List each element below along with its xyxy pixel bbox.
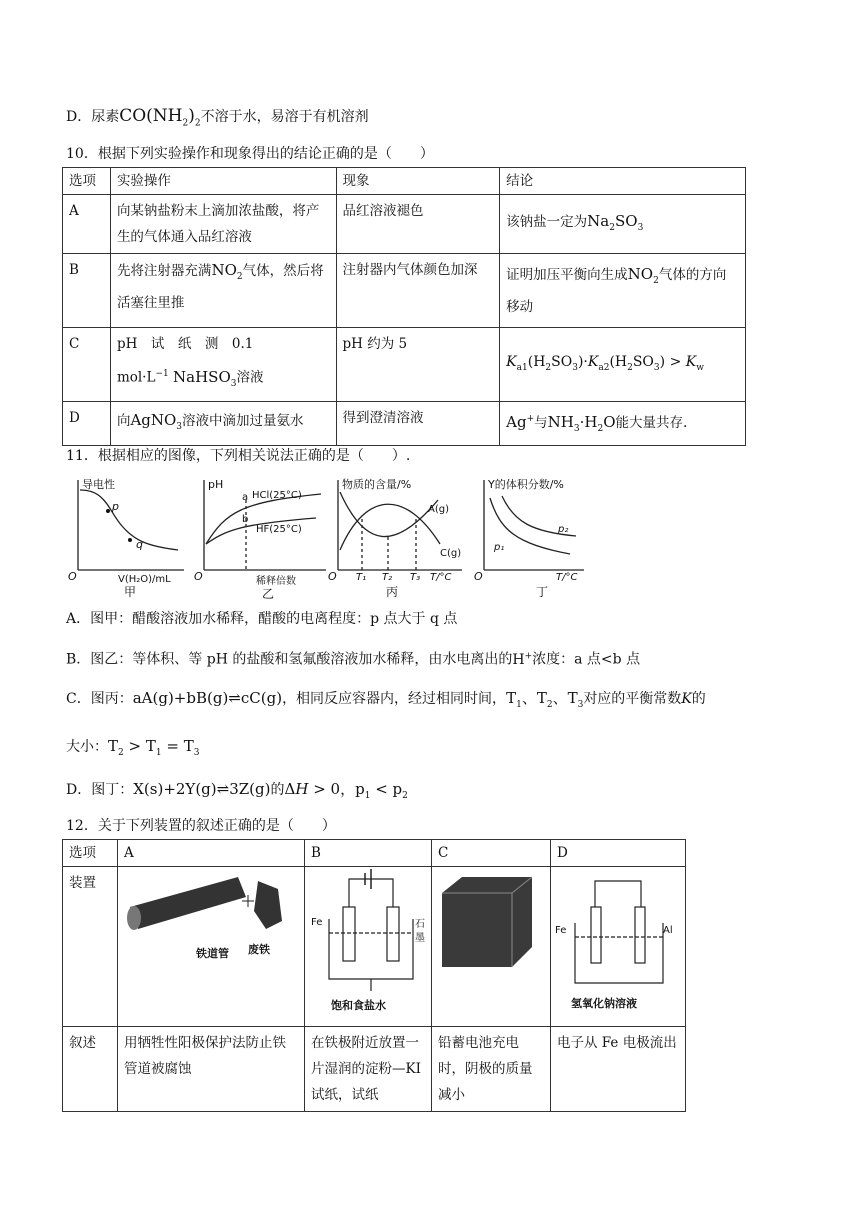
ding-origin: O	[474, 570, 483, 583]
jia-point-q: q	[136, 538, 143, 551]
q12-table	[62, 839, 686, 1112]
al-label-d: Al	[663, 925, 673, 936]
ding-caption: 丁	[536, 585, 549, 599]
header-cell: B	[305, 840, 432, 867]
yi-ylabel: pH	[208, 478, 224, 491]
axis-jia	[78, 480, 184, 570]
conclusion-cell: 该钠盐一定为$Na_2SO_3$	[500, 195, 746, 254]
header-cell: C	[432, 840, 551, 867]
fe-label: Fe	[311, 917, 323, 928]
phenomenon-cell: pH 约为 5	[336, 328, 500, 402]
header-cell: 实验操作	[110, 168, 336, 195]
ding-p1: p₁	[494, 542, 505, 553]
yi-a: a	[242, 492, 249, 503]
pipe-label: 铁道管	[196, 947, 229, 960]
q10-table	[62, 167, 746, 446]
yi-hcl: HCl(25°C)	[252, 490, 302, 501]
yi-hf: HF(25°C)	[256, 524, 302, 535]
jia-origin: O	[68, 570, 77, 583]
phenomenon-cell: 注射器内气体颜色加深	[336, 254, 500, 328]
q11-option-c-line2: 大小：$T_2 > T_1 = T_3$	[66, 737, 200, 758]
header-cell: 现象	[336, 168, 500, 195]
device-d	[551, 867, 686, 1027]
option-cell: A	[63, 195, 111, 254]
conclusion-cell: Ag+与$NH_3\cdot H_2O$能大量共存.	[500, 402, 746, 446]
header-cell: 结论	[500, 168, 746, 195]
phenomenon-cell: 品红溶液褪色	[336, 195, 500, 254]
option-cell: C	[63, 328, 111, 402]
jia-ylabel: 导电性	[82, 478, 115, 491]
desc-cell: 在铁极附近放置一片湿润的淀粉—KI 试纸，试纸	[305, 1027, 432, 1112]
bing-t2: T₂	[382, 572, 393, 583]
q11-option-c: C．图丙：aA(g)+bB(g)⇌cC(g)，相同反应容器内，经过相同时间，$T_1$、$T_2$、$T_3$对应的平衡常数K的	[66, 689, 706, 710]
curve-ag	[340, 492, 438, 537]
curve-cg	[340, 504, 440, 550]
desc-row	[63, 1027, 686, 1112]
phenomenon-cell: 得到澄清溶液	[336, 402, 500, 446]
graphite-label-2: 墨	[415, 933, 425, 944]
table-row	[63, 328, 746, 402]
operation-cell: pH 试 纸 测 0.1 $mol\cdot L^{-1}$ NaHSO$_3$溶液	[110, 328, 336, 402]
table-header-row	[63, 168, 746, 195]
q10-title: 10．根据下列实验操作和现象得出的结论正确的是（ ）	[66, 146, 434, 162]
header-cell: A	[118, 840, 305, 867]
desc-cell: 铅蓄电池充电时，阴极的质量减小	[432, 1027, 551, 1112]
table-row	[63, 254, 746, 328]
q11-title: 11．根据相应的图像，下列相关说法正确的是（ ）.	[66, 448, 411, 464]
jia-xlabel: V(H₂O)/mL	[118, 574, 171, 585]
device-b	[305, 867, 432, 1027]
ding-ylabel: Y的体积分数/%	[488, 478, 564, 491]
operation-cell: 向某钠盐粉末上滴加浓盐酸，将产生的气体通入品红溶液	[110, 195, 336, 254]
table-row	[63, 402, 746, 446]
axis-ding	[484, 480, 584, 570]
q11-graphs	[66, 470, 596, 600]
bing-ylabel: 物质的含量/%	[342, 478, 412, 491]
bing-t1: T₁	[356, 572, 367, 583]
q11-option-b: B．图乙：等体积、等 pH 的盐酸和氢氟酸溶液加水稀释，由水电离出的H+浓度：a 点<b 点	[66, 651, 641, 668]
jia-point-p: p	[112, 500, 119, 513]
table-row	[63, 195, 746, 254]
header-cell: 选项	[63, 840, 118, 867]
scrap-iron-shape	[254, 881, 282, 929]
solution-label-b: 饱和食盐水	[331, 999, 386, 1012]
q11-option-d: D．图丁：X(s)+2Y(g)⇌3Z(g)的ΔH > 0，$p_1 < p_2$	[66, 780, 408, 801]
bing-caption: 丙	[386, 585, 399, 599]
q12-title: 12．关于下列装置的叙述正确的是（ ）	[66, 818, 336, 834]
device-c	[432, 867, 551, 1027]
header-cell: D	[551, 840, 686, 867]
header-cell: 选项	[63, 168, 111, 195]
row-label: 装置	[63, 867, 118, 1027]
table-header-row	[63, 840, 686, 867]
desc-cell: 用牺牲性阳极保护法防止铁管道被腐蚀	[118, 1027, 305, 1112]
q11-option-a: A．图甲：醋酸溶液加水稀释，醋酸的电离程度：p 点大于 q 点	[66, 611, 458, 627]
conclusion-cell: 证明加压平衡向生成$NO_2$气体的方向移动	[500, 254, 746, 328]
scrap-label: 废铁	[248, 943, 270, 956]
device-a	[118, 867, 305, 1027]
operation-cell: 向AgNO$_3$溶液中滴加过量氨水	[110, 402, 336, 446]
operation-cell: 先将注射器充满$NO_2$气体，然后将活塞往里推	[110, 254, 336, 328]
yi-origin: O	[194, 570, 203, 583]
bing-xlabel: T/°C	[430, 572, 452, 583]
desc-cell: 电子从 Fe 电极流出	[551, 1027, 686, 1112]
row-label: 叙述	[63, 1027, 118, 1112]
yi-b: b	[242, 514, 249, 525]
bing-t3: T₃	[410, 572, 421, 583]
option-cell: D	[63, 402, 111, 446]
yi-caption: 乙	[262, 587, 275, 600]
graphite-label-1: 石	[415, 919, 425, 930]
bing-cg: C(g)	[440, 548, 462, 559]
q9-option-d: D．尿素$CO(NH_2)_2$不溶于水，易溶于有机溶剂	[66, 106, 369, 129]
bing-origin: O	[328, 570, 337, 583]
pipe-shape	[130, 877, 246, 929]
bing-ag: A(g)	[428, 504, 449, 515]
fe-label-d: Fe	[555, 925, 567, 936]
option-cell: B	[63, 254, 111, 328]
device-row	[63, 867, 686, 1027]
jia-caption: 甲	[124, 585, 137, 599]
conclusion-cell: $K_{a1}(H_2SO_3)\cdot K_{a2}(H_2SO_3) > K_w$	[500, 328, 746, 402]
yi-xlabel: 稀释倍数	[256, 576, 296, 587]
ding-p2: p₂	[558, 524, 569, 535]
battery-block	[442, 877, 532, 967]
ding-xlabel: T/°C	[556, 572, 578, 583]
solution-label-d: 氢氧化钠溶液	[571, 997, 637, 1010]
